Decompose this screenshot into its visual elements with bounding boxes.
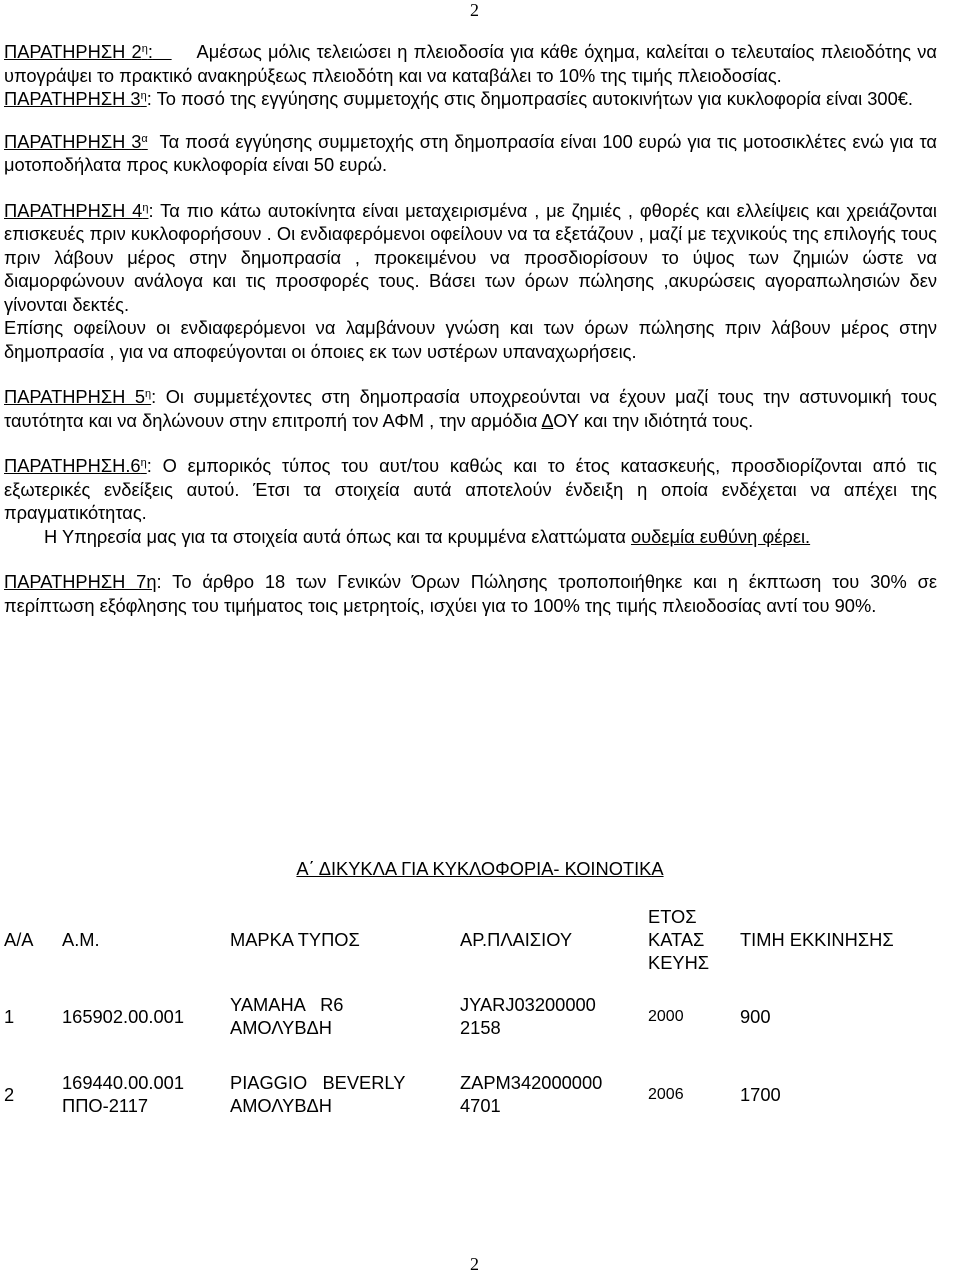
header-brand: ΜΑΡΚΑ ΤΥΠΟΣ xyxy=(230,928,360,950)
vehicles-table xyxy=(4,900,935,1134)
cell-brand: PIAGGIO BEVERLY ΑΜΟΛΥΒΔΗ xyxy=(230,1072,406,1116)
section-title: Α΄ ΔΙΚΥΚΛΑ ΓΙΑ ΚΥΚΛΟΦΟΡΙΑ- ΚΟΙΝΟΤΙΚΑ xyxy=(296,858,664,879)
cell-brand: ΥΑΜΑΗΑ R6 ΑΜΟΛΥΒΔΗ xyxy=(230,994,344,1038)
note-5: ΠΑΡΑΤΗΡΗΣΗ $5^\eta$: Οι συμμετέχοντες στη δημοπρασία υποχρεούνται να έχουν μαζί τους την αστυνομική τους ταυτότητα και να δηλώνουν στην επιτροπή τον ΑΦΜ , την αρμόδια ΔΟΥ και την ιδιότητά τους. xyxy=(4,386,937,431)
cell-year: 2006 xyxy=(648,1085,684,1103)
cell-price: 900 xyxy=(740,1005,771,1027)
note-6-text-2: Η Υπηρεσία μας για τα στοιχεία αυτά όπως και τα κρυμμένα ελαττώματα ουδεμία ευθύνη φέρει. xyxy=(44,525,811,547)
cell-aa: 2 xyxy=(4,1083,15,1105)
header-chassis: ΑΡ.ΠΛΑΙΣΙΟΥ xyxy=(460,928,573,950)
note-2-text: Αμέσως μόλις τελειώσει η πλειοδοσία για κάθε όχημα, καλείται ο τελευταίος πλειοδότης να υπογράψει το πρακτικό ανακηρύξεως πλειοδότη και να καταβάλει το 10% της τιμής πλειοδοσίας. xyxy=(4,41,937,86)
cell-am: 165902.00.001 xyxy=(62,1005,184,1027)
note-2 xyxy=(4,40,937,87)
note-3a-text: Τα ποσά εγγύησης συμμετοχής στη δημοπρασία είναι 100 ευρώ για τις μοτοσικλέτες ενώ για τα μοτοποδήλατα προς κυκλοφορία είναι 50 ευρώ. xyxy=(4,130,937,175)
note-4: ΠΑΡΑΤΗΡΗΣΗ $4^\eta$: Τα πιο κάτω αυτοκίνητα είναι μεταχειρισμένα , με ζημιές , φθορές και ελλείψεις και χρειάζονται επισκευές πριν κυκλοφορήσουν . Οι ενδιαφερόμενοι οφείλουν να τα εξετάζουν , μαζί με τεχνικούς της επιλογής τους πριν λάβουν μέρος στην δημοπρασία , προκειμένου να προσδιορίσουν το ύψος των ζημιών ώστε να διαμορφώνουν ανάλογα και τις προσφορές τους. Βάσει των όρων πώλησης ,ακυρώσεις αγοραπωλησιών δεν γίνονται δεκτές. xyxy=(4,199,937,315)
header-aa: Α/Α xyxy=(4,928,34,950)
header-am: Α.Μ. xyxy=(62,928,100,950)
note-3a-label: ΠΑΡΑΤΗΡΗΣΗ $3^\alpha$ xyxy=(4,130,148,152)
note-2-label: ΠΑΡΑΤΗΡΗΣΗ $2^\eta$: xyxy=(4,41,153,62)
note-3-text: Το ποσό της εγγύησης συμμετοχής στις δημοπρασίες αυτοκινήτων για κυκλοφορία είναι 300€. xyxy=(156,88,913,109)
cell-aa: 1 xyxy=(4,1005,15,1027)
note-3-label: ΠΑΡΑΤΗΡΗΣΗ $3^\eta$ xyxy=(4,88,147,109)
note-6-label: $\Pi APATHPH\Sigma H.6^\eta$ xyxy=(4,455,147,476)
page-number-bottom: 2 xyxy=(470,1254,479,1274)
page-number-top: 2 xyxy=(470,0,479,20)
notes-body xyxy=(4,40,937,617)
note-6-text: Ο εμπορικός τύπος του αυτ/του καθώς και το έτος κατασκευής, προσδιορίζονται από τις εξωτερικές ενδείξεις αυτού. Έτσι τα στοιχεία αυτά αποτελούν ένδειξη η οποία ενδέχεται να απέχει της πραγματικότητας. xyxy=(4,455,937,523)
note-3a xyxy=(4,130,937,177)
cell-chassis: ZAPM342000000 4701 xyxy=(460,1072,603,1116)
note-4-text: Τα πιο κάτω αυτοκίνητα είναι μεταχειρισμένα , με ζημιές , φθορές και ελλείψεις και χρειάζονται επισκευές πριν κυκλοφορήσουν . Οι ενδιαφερόμενοι οφείλουν να τα εξετάζουν , μαζί με τεχνικούς της επιλογής τους πριν λάβουν μέρος στην δημοπρασία , προκειμένου να προσδιορίσουν το ύψος των ζημιών ώστε να διαμορφώνουν ανάλογα και τις προσφορές τους. Βάσει των όρων πώλησης ,ακυρώσεις αγοραπωλησιών δεν γίνονται δεκτές. xyxy=(4,199,937,315)
note-7-text: Το άρθρο 18 των Γενικών Όρων Πώλησης τροποποιήθηκε και η έκπτωση του 30% σε περίπτωση εξόφλησης του τιμήματος τοις μετρητοίς, ισχύει για το 100% της τιμής πλειοδοσίας αντί του 90%. xyxy=(4,571,938,616)
table-header-row xyxy=(4,900,935,978)
cell-price: 1700 xyxy=(740,1083,781,1105)
cell-year: 2000 xyxy=(648,1007,684,1025)
note-7-label: ΠΑΡΑΤΗΡΗΣΗ 7η xyxy=(4,571,157,592)
cell-am: 169440.00.001 ΠΠΟ-2117 xyxy=(62,1072,184,1116)
table-row xyxy=(4,978,935,1054)
note-5-label: ΠΑΡΑΤΗΡΗΣΗ $5^\eta$ xyxy=(4,386,152,407)
note-5-text: Οι συμμετέχοντες στη δημοπρασία υποχρεούνται να έχουν μαζί τους την αστυνομική τους ταυτότητα και να δηλώνουν στην επιτροπή τον ΑΦΜ , την αρμόδια ΔΟΥ και την ιδιότητά τους. xyxy=(4,386,937,431)
cell-chassis: JYARJ03200000 2158 xyxy=(460,994,596,1038)
header-year: ΕΤΟΣ ΚΑΤΑΣ ΚΕΥΗΣ xyxy=(648,905,710,973)
note-7: ΠΑΡΑΤΗΡΗΣΗ 7η: Το άρθρο 18 των Γενικών Όρων Πώλησης τροποποιήθηκε και η έκπτωση του 30% σε περίπτωση εξόφλησης του τιμήματος τοις μετρητοίς, ισχύει για το 100% της τιμής πλειοδοσίας αντί του 90%. xyxy=(4,571,938,616)
note-4-label: ΠΑΡΑΤΗΡΗΣΗ $4^\eta$ xyxy=(4,199,149,221)
table-row xyxy=(4,1054,935,1134)
no-liability-text: ουδεμία ευθύνη φέρει. xyxy=(630,525,811,547)
note-3: ΠΑΡΑΤΗΡΗΣΗ $3^\eta$: Το ποσό της εγγύησης συμμετοχής στις δημοπρασίες αυτοκινήτων για κυκλοφορία είναι 300€. xyxy=(4,88,913,109)
header-price: ΤΙΜΗ ΕΚΚΙΝΗΣΗΣ xyxy=(740,928,894,950)
note-4-text-2: Επίσης οφείλουν οι ενδιαφερόμενοι να λαμβάνουν γνώση και των όρων πώλησης πριν λάβουν μέρος στην δημοπρασία , για να αποφεύγονται οι όποιες εκ των υστέρων υπαναχωρήσεις. xyxy=(4,317,937,362)
note-6: $\Pi APATHPH\Sigma H.6^\eta$: Ο εμπορικός τύπος του αυτ/του καθώς και το έτος κατασκευής, προσδιορίζονται από τις εξωτερικές ενδείξεις αυτού. Έτσι τα στοιχεία αυτά αποτελούν ένδειξη η οποία ενδέχεται να απέχει της πραγματικότητας. xyxy=(4,455,937,523)
